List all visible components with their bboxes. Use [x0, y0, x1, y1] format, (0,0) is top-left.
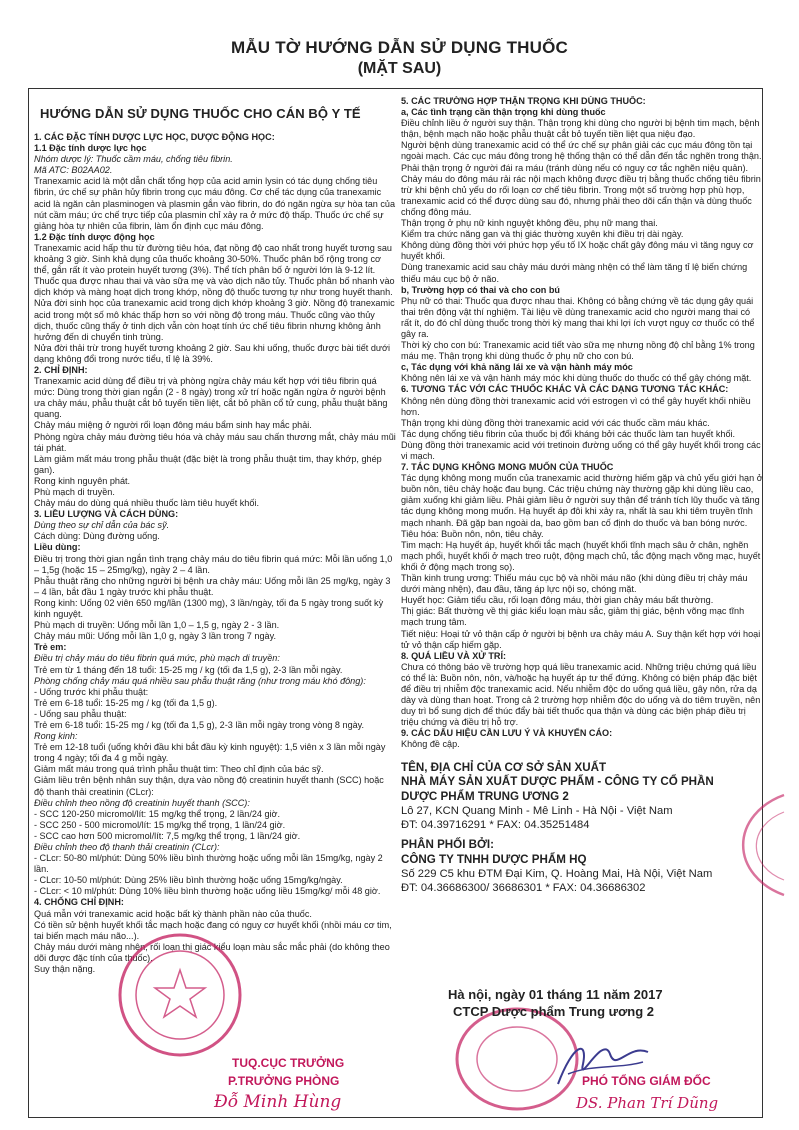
paragraph: Giảm liều trên bệnh nhân suy thận, dựa vào nồng độ creatinin huyết thanh (SCC) hoặc độ thanh thải creatinin (CLcr):: [34, 775, 384, 797]
paragraph: Chảy máu mũi: Uống mỗi lần 1,0 g, ngày 3 lần trong 7 ngày.: [34, 631, 276, 642]
paragraph: Chảy máu do đông máu rải rác nội mạch không được điều trị bằng thuốc chống tiêu fibrin trừ khi bệnh chủ yếu do rối loạn cơ chế tiêu fibrin. Trong một số trường hợp phù hợp, tranexamic acid có thể được dùng sau đó, nhưng phải theo dõi cẩn thận và dùng thuốc chống đông máu.: [401, 173, 761, 217]
paragraph: Điều chỉnh theo nồng độ creatinin huyết thanh (SCC):: [34, 797, 250, 808]
document-subtitle: (MẶT SAU): [357, 60, 442, 77]
paragraph: 1.1 Đặc tính dược lực học: [34, 143, 147, 154]
paragraph: Liều dùng:: [34, 542, 81, 553]
paragraph: Nhóm dược lý: Thuốc cầm máu, chống tiêu fibrin.: [34, 154, 233, 165]
paragraph: Tranexamic acid là một dẫn chất tổng hợp của acid amin lysin có tác dụng chống tiêu fibrin, ức chế sự phân hủy fibrin trong cục máu đông. Cơ chế tác dụng của tranexamic acid là ngăn cản plasminogen và plasmin gắn vào fibrin, do đó ngăn ngừa sự hòa tan của nút cầm máu; ức chế trực tiếp của plasmin chỉ xảy ra ở mức độ thấp. Thuốc ức chế sự giảng hòa tự nhiên của fibrin, làm ổn định cục máu đông.: [34, 176, 396, 231]
paragraph: Điều chỉnh theo độ thanh thải creatinin (CLcr):: [34, 842, 220, 852]
right-column-text: [401, 96, 763, 751]
paragraph: 2. CHỈ ĐỊNH:: [34, 364, 88, 375]
paragraph: Mã ATC: B02AA02.: [34, 165, 113, 176]
manufacturer-name-2: DƯỢC PHẨM TRUNG ƯƠNG 2: [401, 789, 569, 803]
paragraph: Tiết niệu: Hoại tử vỏ thận cấp ở người bị bệnh ưa chảy máu A. Suy thận kết hợp với hoại tử vỏ thận cấp hiếm gặp.: [401, 628, 761, 650]
left-signer-name: Đỗ Minh Hùng: [214, 1092, 342, 1112]
paragraph: c, Tác dụng với khả năng lái xe và vận hành máy móc: [401, 362, 633, 373]
paragraph: Tác dụng chống tiêu fibrin của thuốc bị đối kháng bởi các thuốc làm tan huyết khối.: [401, 428, 736, 439]
manufacturer-heading: TÊN, ĐỊA CHỈ CỦA CƠ SỞ SẢN XUẤT: [401, 760, 607, 774]
paragraph: Phụ nữ có thai: Thuốc qua được nhau thai. Không có bằng chứng về tác dụng gây quái thai trên động vật thí nghiệm. Tài liệu về dùng tranexamic acid cho người mang thai có rất ít, do đó chỉ dùng thuốc trong thời kỳ mang thai khi lợi ích vượt nguy cơ thuốc có thể gây ra.: [401, 295, 755, 339]
paragraph: Phù mạch di truyền: Uống mỗi lần 1,0 – 1,5 g, ngày 2 - 3 lần.: [34, 620, 280, 631]
paragraph: Chảy máu do dùng quá nhiều thuốc làm tiêu huyết khối.: [34, 498, 259, 509]
right-column: [401, 96, 763, 1111]
paragraph: Chưa có thông báo về trường hợp quá liều tranexamic acid. Những triệu chứng quá liều có thể là: Buồn nôn, nôn, và/hoặc hạ huyết áp tư thế đứng. Không có biện pháp đặc biệt để điều trị nhiễm độc tranexamic acid. Nếu nhiễm độc do uống quá liều, gây nôn, rửa dạ dày và dùng than hoạt. Trong cả 2 trường hợp nhiễm độc do uống và do tiêm truyền, nên duy trì bổ sung dịch để thúc đẩy bài tiết thuốc qua thận và dùng các biện pháp điều trị triệu chứng và điều trị hỗ trợ.: [401, 661, 761, 728]
paragraph: Không nên lái xe và vận hành máy móc khi dùng thuốc do thuốc có thể gây chóng mặt.: [401, 373, 752, 384]
paragraph: Kiểm tra chức năng gan và thị giác thường xuyên khi điều trị dài ngày.: [401, 229, 684, 240]
paragraph: 9. CÁC DẤU HIỆU CẦN LƯU Ý VÀ KHUYẾN CÁO:: [401, 728, 613, 739]
paragraph: Không dùng đồng thời với phức hợp yếu tố IX hoặc chất gây đông máu vì tăng nguy cơ huyết khối.: [401, 240, 754, 262]
paragraph: Điều trị trong thời gian ngắn tình trạng chảy máu do tiêu fibrin quá mức: Mỗi lần uống 1,0 – 1,5g (hoặc 15 – 25mg/kg), ngày 2 – 4 lần.: [34, 553, 393, 575]
paragraph: Dùng tranexamic acid sau chảy máu dưới màng nhện có thể làm tăng tỉ lệ biến chứng thiếu máu cục bộ ở não.: [401, 262, 748, 284]
right-signer-name: DS. Phan Trí Dũng: [576, 1094, 719, 1112]
paragraph: Phòng chống chảy máu quá nhiều sau phẫu thuật răng (như trong máu khó đông):: [34, 675, 366, 686]
signature-date: Hà nội, ngày 01 tháng 11 năm 2017: [448, 987, 663, 1002]
paragraph: - SCC 120-250 micromol/lít: 15 mg/kg thể trọng, 2 lần/24 giờ.: [34, 808, 281, 819]
paragraph: Chảy máu dưới màng nhện, rối loạn thị giác kiểu loạn màu sắc mắc phải (do không theo dõi được đặc tính của thuốc).: [34, 941, 390, 963]
distributor-address: Số 229 C5 khu ĐTM Đại Kim, Q. Hoàng Mai, Hà Nội, Việt Nam: [401, 868, 713, 881]
paragraph: - SCC cao hơn 500 micromol/lít: 7,5 mg/kg thể trọng, 1 lần/24 giờ.: [34, 830, 301, 841]
paragraph: - SCC 250 - 500 micromol/lít: 15 mg/kg thể trọng, 1 lần/24 giờ.: [34, 819, 286, 830]
paragraph: Rong kinh: Uống 02 viên 650 mg/lần (1300 mg), 3 lần/ngày, tối đa 5 ngày trong suốt kỳ kinh nguyệt.: [34, 597, 384, 620]
paragraph: Không đề cập.: [401, 739, 460, 750]
paragraph: Tác dụng không mong muốn của tranexamic acid thường hiếm gặp và chủ yếu giới hạn ở buồn nôn, tiêu chảy hoặc đau bụng. Các triệu chứng này thường gặp khi dùng liều cao, giảm xuống khi giảm liều. Phải giảm liều ở người suy thận để tránh tích lũy thuốc và tăng tác dụng không mong muốn. Hạ huyết áp đôi khi xảy ra, nhất là sau khi tiêm truyền tĩnh mạch nhanh. Đã gặp ban ngoài da, bao gồm ban cố định do thuốc và ban bóng nước.: [401, 473, 763, 528]
paragraph: Thần kinh trung ương: Thiếu máu cục bộ và nhồi máu não (khi dùng điều trị chảy máu dưới màng nhện), đau đầu, tăng áp lực nội sọ, chóng mặt.: [401, 573, 748, 595]
paragraph: 1. CÁC ĐẶC TÍNH DƯỢC LỰC HỌC, DƯỢC ĐỘNG HỌC:: [34, 132, 275, 142]
paragraph: Tranexamic acid dùng để điều trị và phòng ngừa chảy máu kết hợp với tiêu fibrin quá mức: Dùng trong thời gian ngắn (2 - 8 ngày) trong xử trí hoặc ngăn ngừa ở người bệnh ưa chảy máu, phẫu thuật cắt bỏ tuyến tiền liệt, cắt bỏ phần cổ tử cung, phẫu thuật băng quang.: [34, 376, 388, 420]
paragraph: a, Các tình trạng cần thận trọng khi dùng thuốc: [401, 107, 606, 118]
paragraph: - Uống trước khi phẫu thuật:: [34, 686, 149, 697]
paragraph: Phẫu thuật răng cho những người bị bệnh ưa chảy máu: Uống mỗi lần 25 mg/kg, ngày 3 – 4 lần, bắt đầu 1 ngày trước khi phẫu thuật.: [34, 575, 391, 597]
left-column-text: [34, 132, 396, 975]
distributor-heading: PHÂN PHỐI BỞI:: [401, 838, 494, 852]
distributor-phone: ĐT: 04.36686300/ 36686301 * FAX: 04.36686302: [401, 882, 646, 895]
document-title: MẪU TỜ HƯỚNG DẪN SỬ DỤNG THUỐC: [230, 38, 569, 57]
paragraph: Dùng đồng thời tranexamic acid với tretinoin đường uống có thể gây huyết khối trong các vi mạch.: [401, 439, 761, 461]
paragraph: Chảy máu miệng ở người rối loạn đông máu bẩm sinh hay mắc phải.: [34, 420, 312, 431]
paragraph: Huyết học: Giảm tiểu cầu, rối loạn đông máu, thời gian chảy máu bất thường.: [401, 595, 714, 606]
distributor-name: CÔNG TY TNHH DƯỢC PHẨM HQ: [401, 852, 587, 866]
paragraph: 1.2 Đặc tính dược động học: [34, 231, 155, 242]
paragraph: Trẻ em 12-18 tuổi (uống khởi đầu khi bắt đầu kỳ kinh nguyệt): 1,5 viên x 3 lần mỗi ngày trong 4 ngày; tối đa 4 g mỗi ngày.: [34, 742, 386, 764]
paragraph: 8. QUÁ LIỀU VÀ XỬ TRÍ:: [401, 650, 507, 661]
paragraph: Tim mạch: Hạ huyết áp, huyết khối tắc mạch (huyết khối tĩnh mạch sâu ở chân, nghẽn mạch phổi, huyết khối ở mạch treo ruột, động mạch chủ, tắc động mạch võng mạc, huyết khối ở động mạch trong sọ).: [401, 539, 761, 572]
paragraph: - CLcr: < 10 ml/phút: Dùng 10% liều bình thường hoặc uống liều 15mg/kg/ mỗi 48 giờ.: [34, 886, 381, 897]
paragraph: Rong kinh nguyên phát.: [34, 475, 131, 486]
paragraph: Trẻ em 6-18 tuổi: 15-25 mg / kg (tối đa 1,5 g), 2-3 lần mỗi ngày trong vòng 8 ngày.: [34, 719, 365, 730]
paragraph: Điều trị chảy máu do tiêu fibrin quá mức, phù mạch di truyền:: [34, 653, 280, 664]
paragraph: 3. LIỀU LƯỢNG VÀ CÁCH DÙNG:: [34, 509, 179, 520]
paragraph: Điều chỉnh liều ở người suy thận. Thận trọng khi dùng cho người bị bệnh tim mạch, bệnh thận, bệnh mạch não hoặc phẫu thuật cắt bỏ tuyến tiền liệt qua niệu đạo.: [401, 118, 760, 140]
paragraph: Nửa đời thải trừ trong huyết tương khoảng 2 giờ. Sau khi uống, thuốc được bài tiết dưới dạng không đổi trong nước tiểu, tỉ lệ là 39%.: [34, 342, 390, 364]
paragraph: Tiêu hóa: Buồn nôn, nôn, tiêu chảy.: [401, 528, 544, 539]
paragraph: Làm giảm mất máu trong phẫu thuật (đặc biệt là trong phẫu thuật tim, thay khớp, ghép gan).: [34, 453, 382, 475]
paragraph: Rong kinh:: [34, 731, 78, 742]
paragraph: Suy thận nặng.: [34, 964, 96, 975]
paragraph: Cách dùng: Dùng đường uống.: [34, 531, 160, 542]
paragraph: 4. CHỐNG CHỈ ĐỊNH:: [34, 897, 124, 908]
paragraph: b, Trường hợp có thai và cho con bú: [401, 284, 560, 295]
left-signer-title-1: TUQ.CỤC TRƯỞNG: [232, 1056, 345, 1070]
paragraph: 7. TÁC DỤNG KHÔNG MONG MUỐN CỦA THUỐC: [401, 462, 614, 473]
paragraph: Trẻ em 6-18 tuổi: 15-25 mg / kg (tối đa 1,5 g).: [34, 697, 218, 708]
paragraph: Phù mạch di truyền.: [34, 487, 115, 497]
paragraph: - Uống sau phẫu thuật:: [34, 708, 127, 719]
paragraph: Phòng ngừa chảy máu đường tiêu hóa và chảy máu sau chấn thương mắt, chảy máu mũi tái phát.: [34, 431, 396, 453]
paragraph: Dùng theo sự chỉ dẫn của bác sỹ.: [34, 520, 170, 531]
paragraph: Tranexamic acid hấp thu từ đường tiêu hóa, đạt nồng độ cao nhất trong huyết tương sau khoảng 3 giờ. Sinh khả dụng của thuốc khoảng 30-50%. Thuốc phân bố rộng trong cơ thể, gắn rất ít vào protein huyết tương (3%). Thể tích phân bố ở người lớn là 9-12 lít. Thuốc qua được nhau thai và vào sữa mẹ và vào dịch não tủy. Thuốc phân bố nhanh vào dịch khớp và màng hoạt dịch trong khớp, nồng độ thuốc tương tự như trong huyết thanh. Nửa đời sinh học của tranexamic acid trong dịch khớp khoảng 3 giờ. Nồng độ tranexamic acid trong một số mô khác thấp hơn so với nồng độ trong máu. Thuốc cũng vào thủy dịch, thuốc cũng thấy ở tinh dịch vẫn còn hoạt tính ức chế tiêu fibrin nhưng không ảnh hưởng đến di chuyển tinh trùng.: [34, 242, 395, 342]
paragraph: 6. TƯƠNG TÁC VỚI CÁC THUỐC KHÁC VÀ CÁC DẠNG TƯƠNG TÁC KHÁC:: [401, 384, 729, 395]
paragraph: Thận trọng ở phụ nữ kinh nguyệt không đều, phụ nữ mang thai.: [401, 218, 658, 229]
signature-company: CTCP Dược phẩm Trung ương 2: [453, 1004, 655, 1019]
paragraph: Trẻ em:: [34, 642, 67, 653]
paragraph: Không nên dùng đồng thời tranexamic acid với estrogen vì có thể gây huyết khối nhiều hơn.: [401, 395, 751, 417]
manufacturer-name-1: NHÀ MÁY SẢN XUẤT DƯỢC PHẨM - CÔNG TY CỔ PHẦN: [401, 775, 714, 789]
paragraph: - CLcr: 10-50 ml/phút: Dùng 25% liều bình thường hoặc uống 15mg/kg/ngày.: [34, 875, 343, 886]
left-signer-title-2: P.TRƯỞNG PHÒNG: [228, 1074, 340, 1088]
main-heading: HƯỚNG DẪN SỬ DỤNG THUỐC CHO CÁN BỘ Y TẾ: [40, 106, 361, 121]
paragraph: Thị giác: Bất thường về thị giác kiểu loạn màu sắc, giảm thị giác, bệnh võng mạc tĩnh mạch trung tâm.: [401, 606, 745, 628]
manufacturer-address: Lô 27, KCN Quang Minh - Mê Linh - Hà Nội - Việt Nam: [401, 805, 673, 818]
paragraph: Giảm mất máu trong quá trình phẫu thuật tim: Theo chỉ định của bác sỹ.: [34, 764, 324, 775]
paragraph: Quá mẫn với tranexamic acid hoặc bất kỳ thành phần nào của thuốc.: [34, 908, 312, 919]
right-signer-title: PHÓ TỔNG GIÁM ĐỐC: [582, 1074, 711, 1088]
paragraph: - CLcr: 50-80 ml/phút: Dùng 50% liều bình thường hoặc uống mỗi lần 15mg/kg, ngày 2 lần.: [34, 853, 383, 875]
paragraph: Có tiền sử bệnh huyết khối tắc mạch hoặc đang có nguy cơ huyết khối (nhồi máu cơ tim, tai biến mạch máu não...).: [34, 919, 392, 941]
paragraph: Người bệnh dùng tranexamic acid có thể ức chế sự phân giải các cục máu đông tồn tại ngoài mạch. Các cục máu đông trong hệ thống thận có thể dẫn đến tắc nghẽn trong thận. Phải thận trọng ở người đái ra máu (tránh dùng nếu có nguy cơ tắc nghẽn niệu quản).: [401, 140, 762, 173]
paragraph: Thời kỳ cho con bú: Tranexamic acid tiết vào sữa mẹ nhưng nồng độ chỉ bằng 1% trong máu mẹ. Thận trọng khi dùng thuốc ở phụ nữ cho con bú.: [401, 340, 755, 362]
paragraph: 5. CÁC TRƯỜNG HỢP THẬN TRỌNG KHI DÙNG THUỐC:: [401, 96, 646, 106]
paragraph: Trẻ em từ 1 tháng đến 18 tuổi: 15-25 mg / kg (tối đa 1,5 g), 2-3 lần mỗi ngày.: [34, 664, 343, 675]
manufacturer-phone: ĐT: 04.39716291 * FAX: 04.35251484: [401, 819, 590, 832]
paragraph: Thận trọng khi dùng đồng thời tranexamic acid với các thuốc cầm máu khác.: [401, 417, 710, 428]
ministry-stamp: [115, 930, 245, 1060]
edge-stamp: [709, 790, 789, 900]
